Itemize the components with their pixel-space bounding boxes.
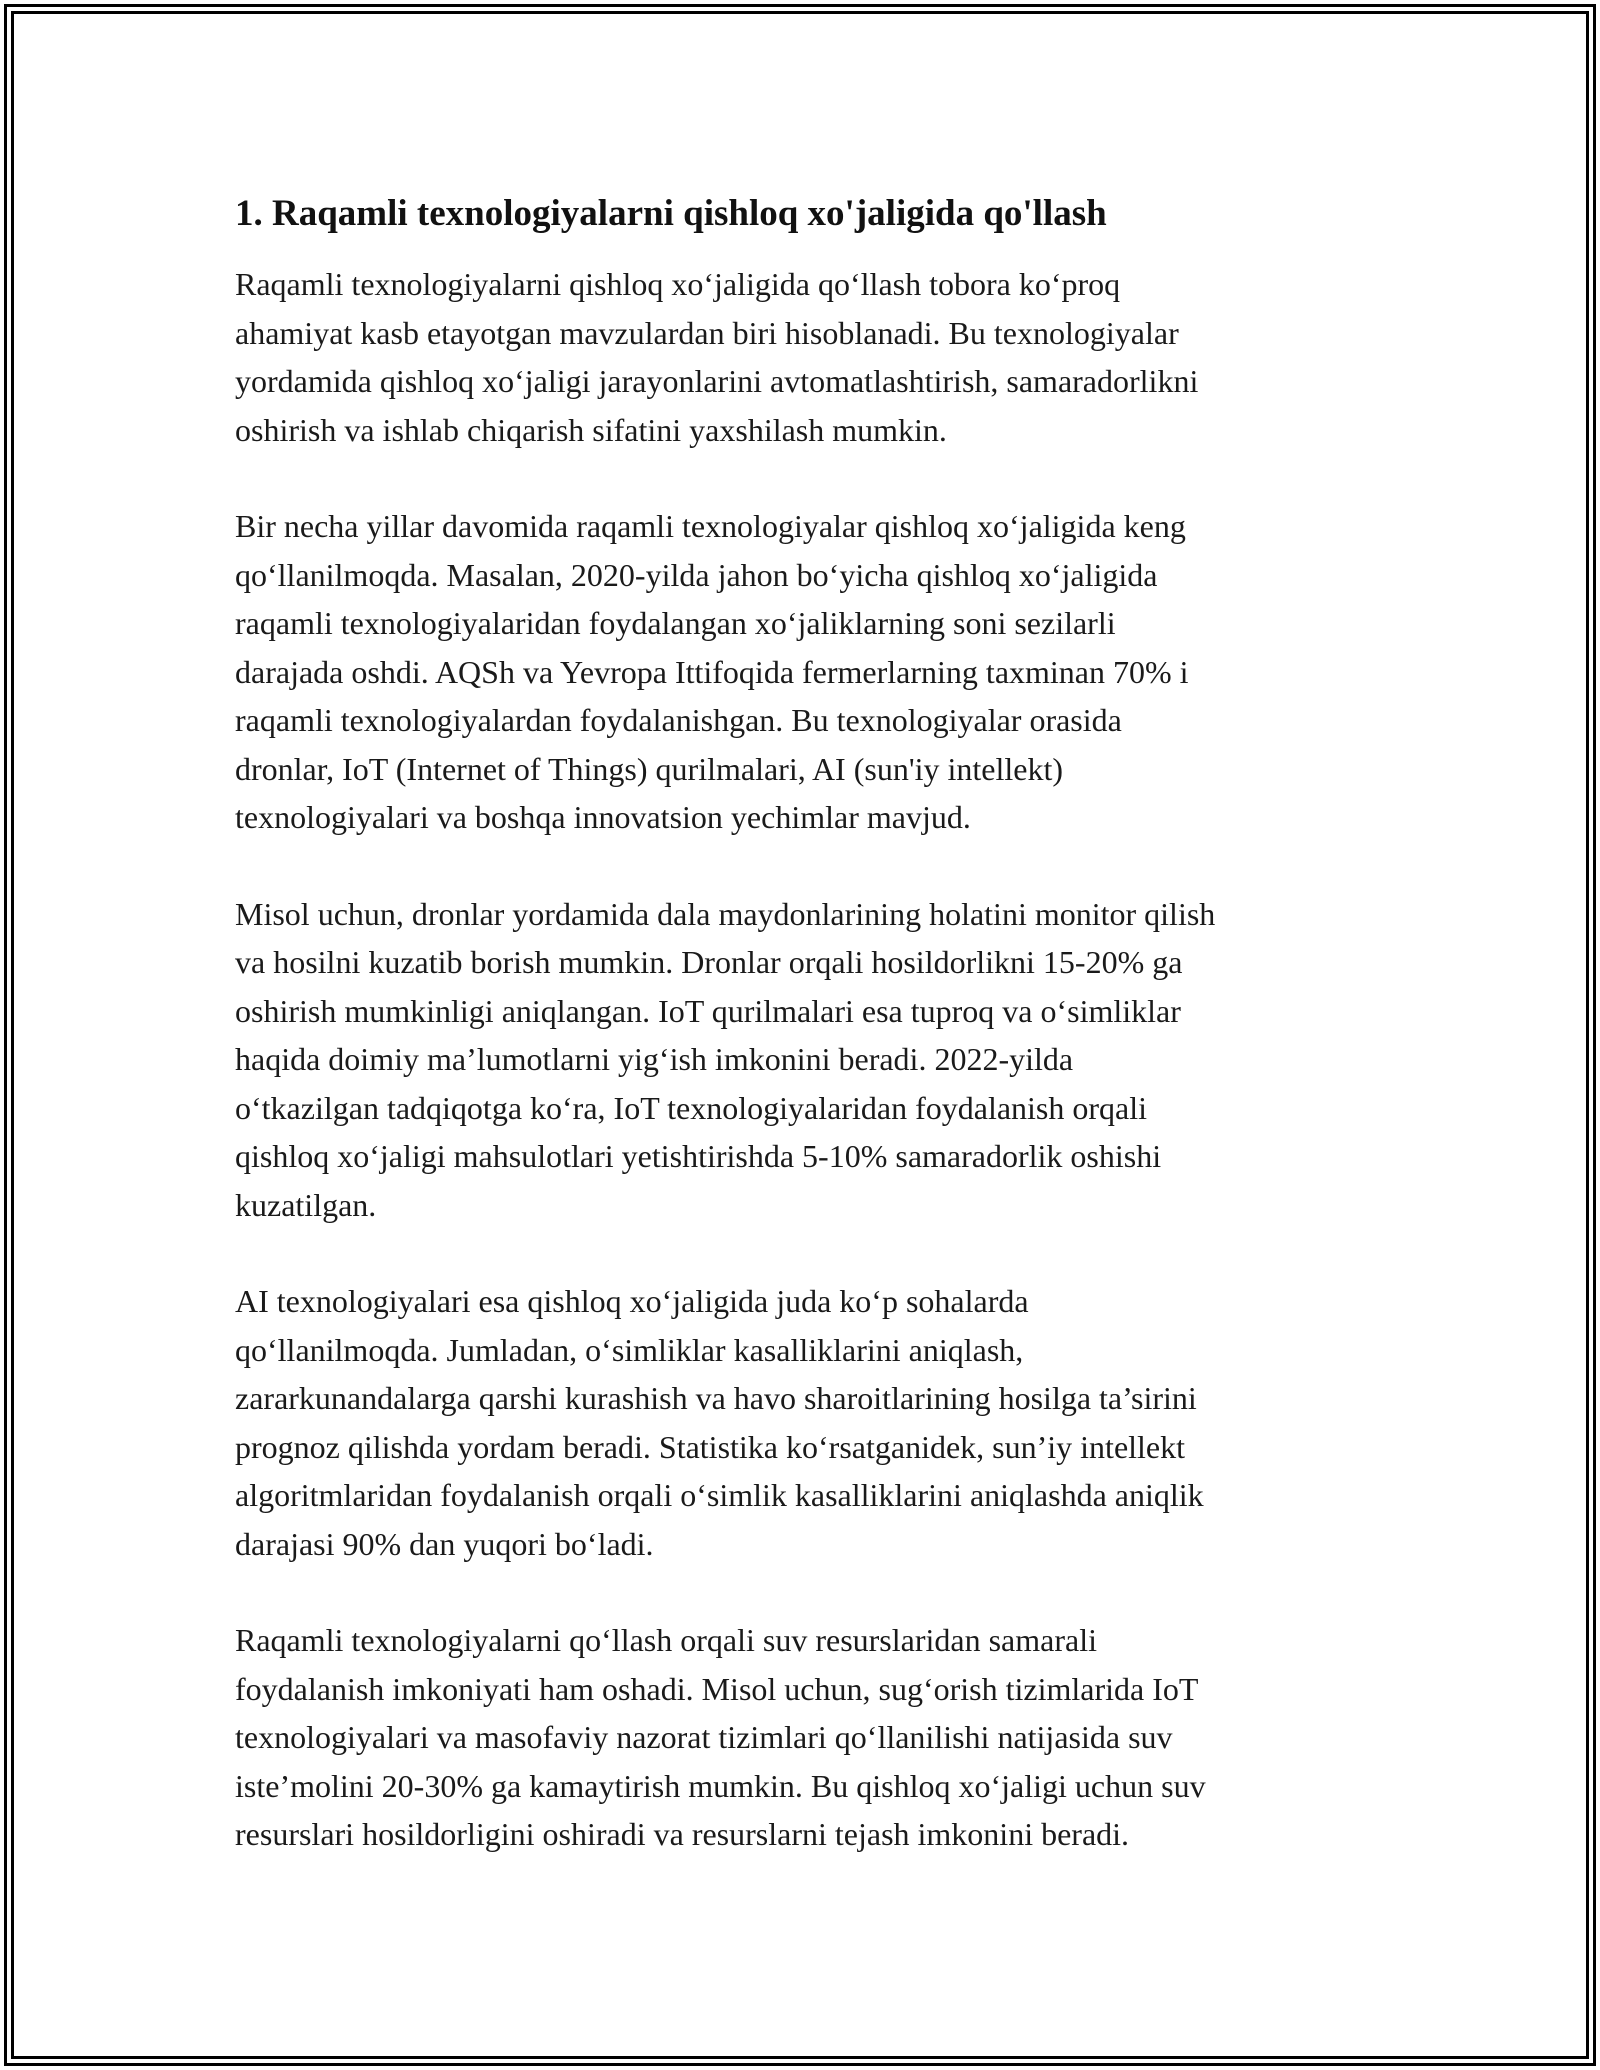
text-line: dronlar, IoT (Internet of Things) qurilmalari, AI (sun'iy intellekt) [235,750,1063,787]
text-line: AI texnologiyalari esa qishloq xo‘jaligida juda ko‘p sohalarda [235,1283,1029,1319]
paragraph-water [235,1616,1370,1859]
text-line: haqida doimiy ma’lumotlarni yig‘ish imkonini beradi. 2022-yilda [235,1041,1074,1077]
text-line: Bir necha yillar davomida raqamli texnologiyalar qishloq xo‘jaligida keng [235,508,1186,544]
text-line: darajada oshdi. AQSh va Yevropa Ittifoqida fermerlarning taxminan 70% i [235,653,1189,690]
text-line: resurslari hosildorligini oshiradi va resurslarni tejash imkonini beradi. [235,1816,1130,1852]
text-line: Raqamli texnologiyalarni qishloq xo‘jaligida qo‘llash tobora ko‘proq [235,266,1121,302]
text-line: prognoz qilishda yordam beradi. Statistika ko‘rsatganidek, sun’iy intellekt [235,1428,1186,1465]
text-line: yordamida qishloq xo‘jaligi jarayonlarini avtomatlashtirish, samaradorlikni [235,363,1199,399]
text-line: va hosilni kuzatib borish mumkin. Dronlar orqali hosildorlikni 15-20% ga [235,944,1183,980]
document-body [235,190,1370,1907]
text-line: qishloq xo‘jaligi mahsulotlari yetishtirishda 5-10% samaradorlik oshishi [235,1138,1162,1174]
text-line: darajasi 90% dan yuqori bo‘ladi. [235,1525,654,1562]
text-line: iste’molini 20-30% ga kamaytirish mumkin. Bu qishloq xo‘jaligi uchun suv [235,1767,1206,1804]
text-line: raqamli texnologiyalardan foydalanishgan. Bu texnologiyalar orasida [235,702,1122,738]
text-line: o‘tkazilgan tadqiqotga ko‘ra, IoT texnologiyalaridan foydalanish orqali [235,1089,1148,1126]
text-line: texnologiyalari va boshqa innovatsion yechimlar mavjud. [235,799,971,835]
text-line: algoritmlaridan foydalanish orqali o‘simlik kasalliklarini aniqlashda aniqlik [235,1477,1204,1513]
text-line: qo‘llanilmoqda. Masalan, 2020-yilda jahon bo‘yicha qishloq xo‘jaligida [235,556,1158,593]
text-line: texnologiyalari va masofaviy nazorat tizimlari qo‘llanilishi natijasida suv [235,1719,1173,1755]
text-line: qo‘llanilmoqda. Jumladan, o‘simliklar kasalliklarini aniqlash, [235,1331,1024,1368]
text-line: ahamiyat kasb etayotgan mavzulardan biri hisoblanadi. Bu texnologiyalar [235,314,1179,351]
text-line: oshirish mumkinligi aniqlangan. IoT qurilmalari esa tuproq va o‘simliklar [235,992,1181,1029]
text-line: kuzatilgan. [235,1186,377,1223]
paragraph-drones-iot [235,890,1370,1230]
paragraph-ai [235,1277,1370,1568]
paragraph-intro [235,260,1370,454]
section-heading: 1. Raqamli texnologiyalarni qishloq xo'jaligida qo'llash [235,193,1107,234]
text-line: Raqamli texnologiyalarni qo‘llash orqali suv resurslaridan samarali [235,1622,1097,1658]
paragraph-adoption [235,502,1370,842]
text-line: oshirish va ishlab chiqarish sifatini yaxshilash mumkin. [235,411,947,448]
text-line: zararkunandalarga qarshi kurashish va havo sharoitlarining hosilga ta’sirini [235,1380,1197,1416]
text-line: Misol uchun, dronlar yordamida dala maydonlarining holatini monitor qilish [235,895,1216,932]
text-line: raqamli texnologiyalaridan foydalangan xo‘jaliklarning soni sezilarli [235,605,1116,641]
text-line: foydalanish imkoniyati ham oshadi. Misol uchun, sug‘orish tizimlarida IoT [235,1670,1199,1707]
